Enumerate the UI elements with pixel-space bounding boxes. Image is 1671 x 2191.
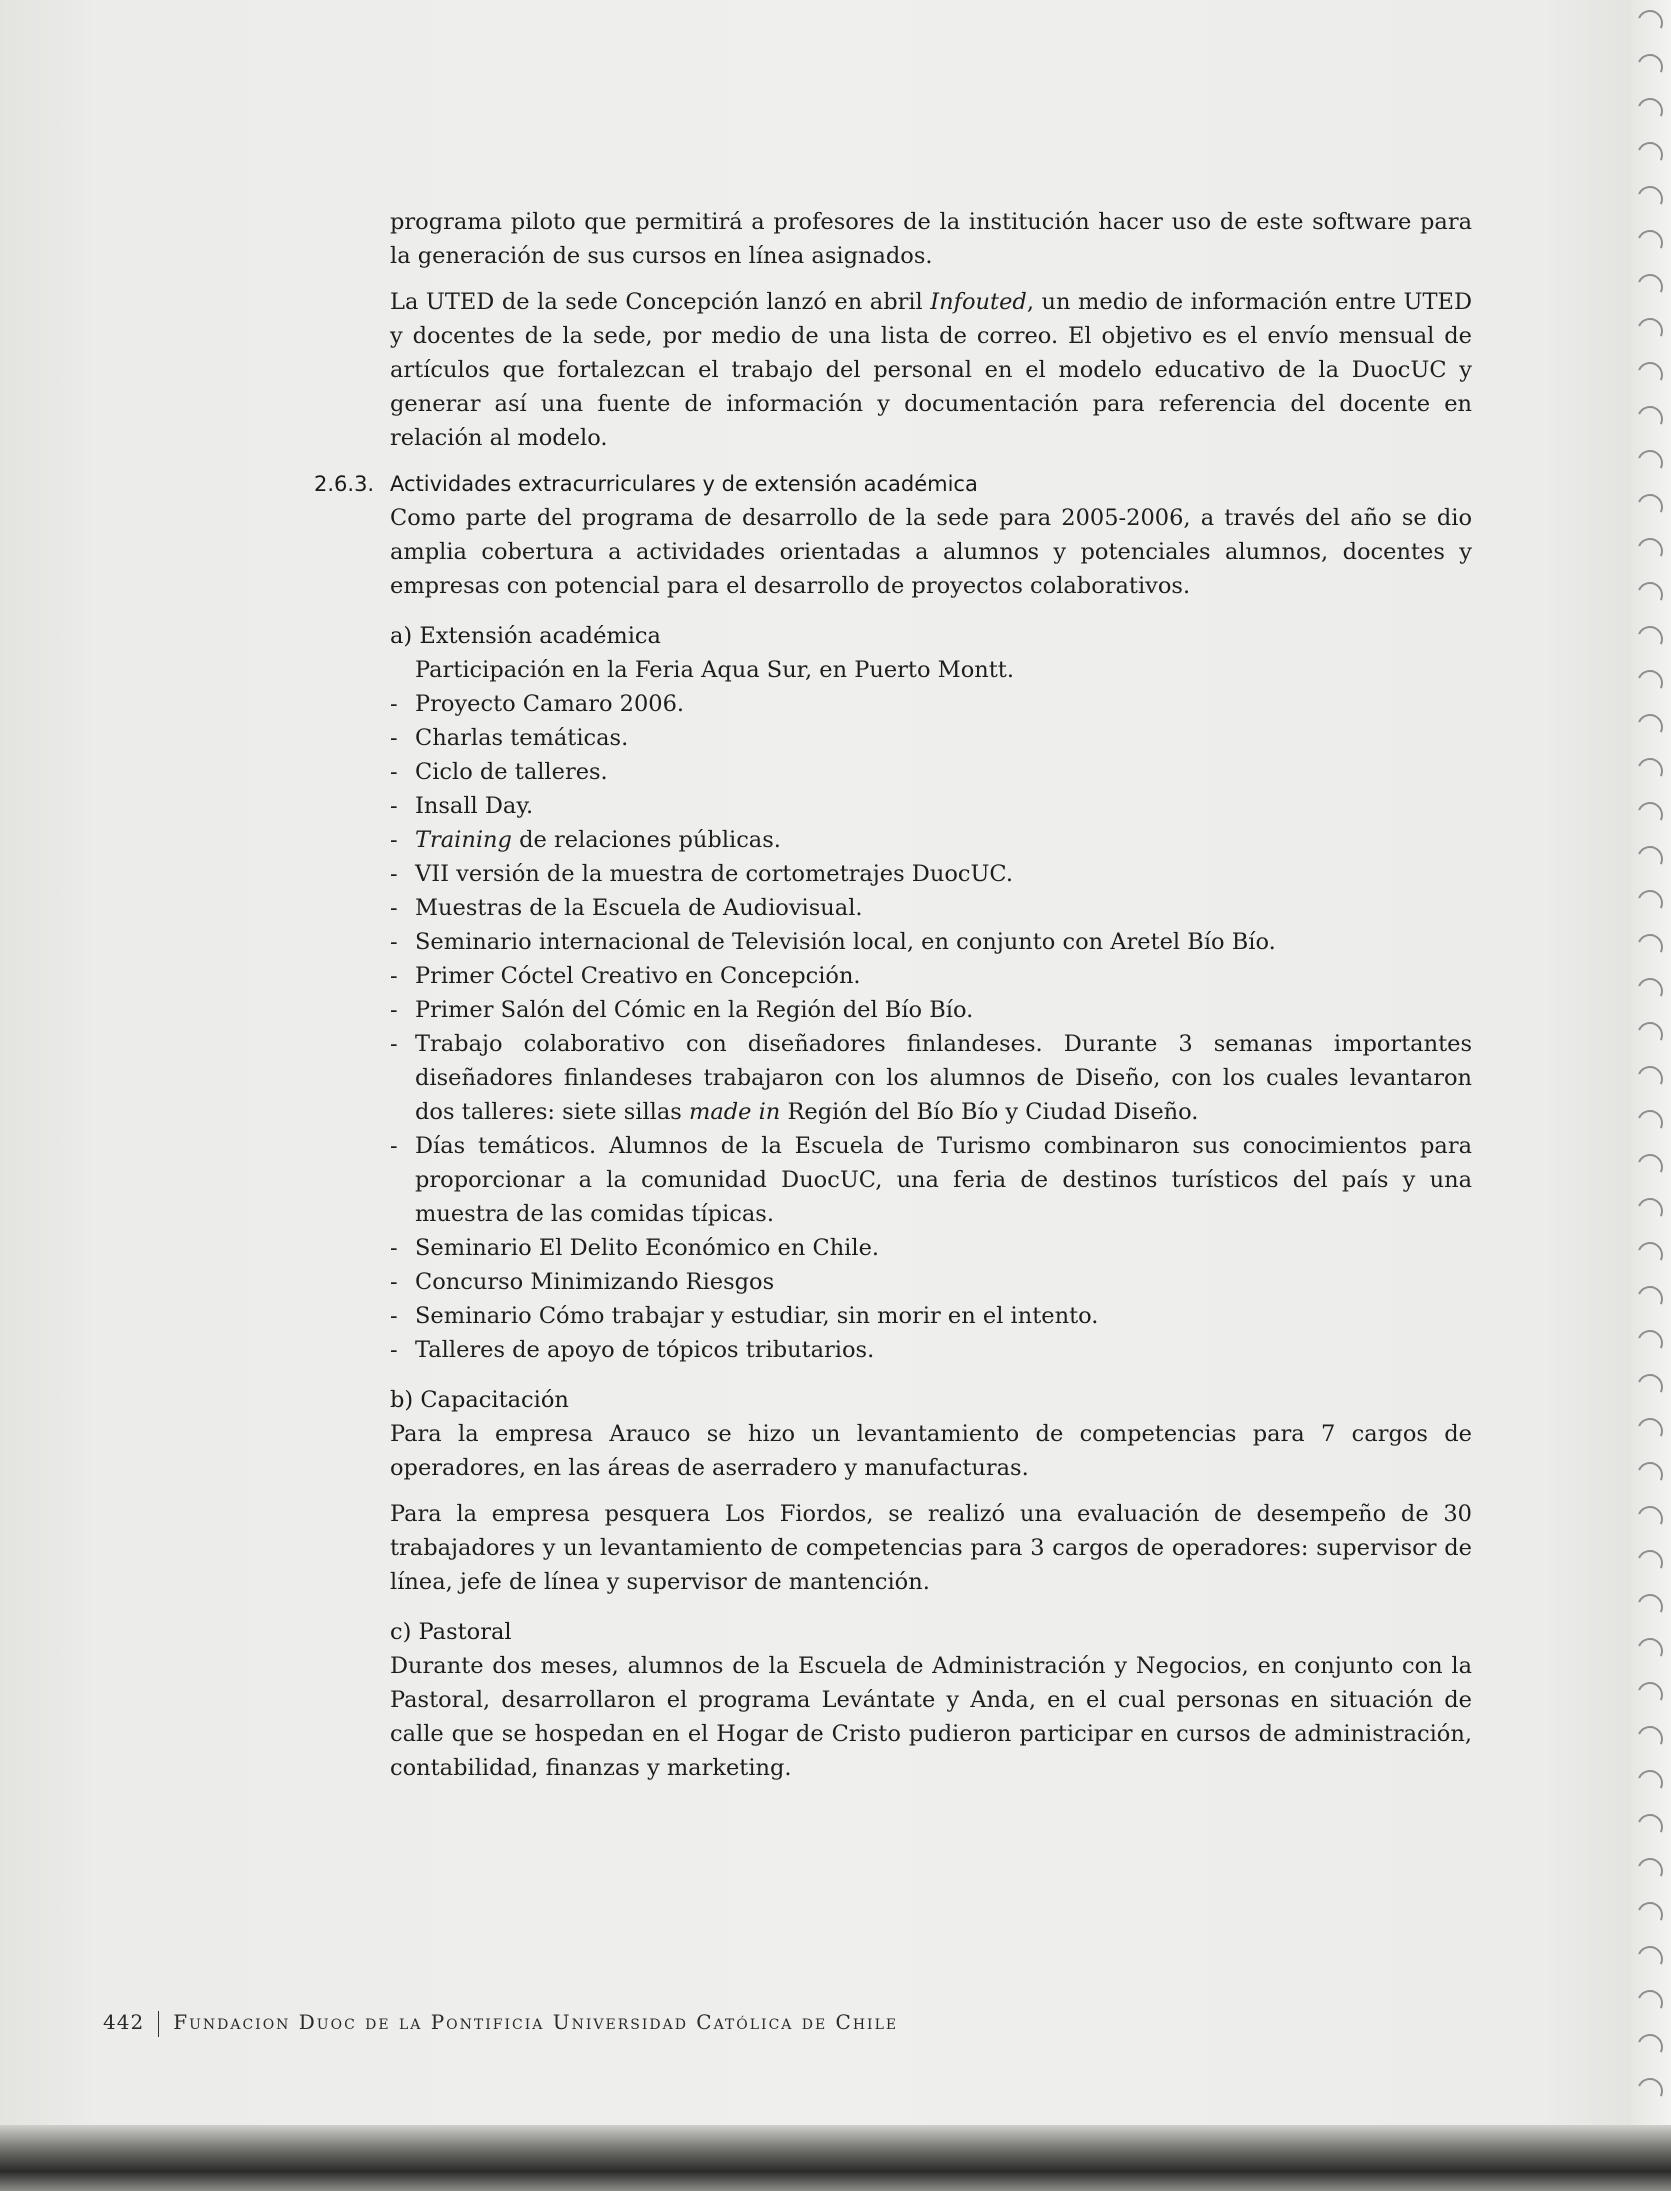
bullet-dash: - (390, 895, 398, 921)
list-item: - Charlas temáticas. (390, 721, 1472, 755)
binding-ring (1633, 754, 1666, 787)
binding-ring (1633, 1546, 1666, 1579)
bullet-dash: - (390, 725, 398, 751)
footer-divider (158, 2011, 159, 2037)
subheading-capacitacion: b) Capacitación (390, 1387, 569, 1413)
binding-ring (1633, 1414, 1666, 1447)
section-intro: Como parte del programa de desarrollo de la sede para 2005-2006, a través del año se dio amplia cobertura a actividades orientadas a alumnos y potenciales alumnos, docentes y empresas con potencial para el desarrollo de proyectos colaborativos. (390, 505, 1472, 599)
list-item: - Training de relaciones públicas. (390, 823, 1472, 857)
extension-list (390, 653, 1472, 1367)
list-item: - Seminario Cómo trabajar y estudiar, sin morir en el intento. (390, 1299, 1472, 1333)
list-item: Participación en la Feria Aqua Sur, en Puerto Montt. (415, 657, 1014, 683)
list-item: - Concurso Minimizando Riesgos (390, 1265, 1472, 1299)
list-item: - Primer Cóctel Creativo en Concepción. (390, 959, 1472, 993)
bullet-dash: - (390, 1269, 398, 1295)
bullet-dash: - (390, 929, 398, 955)
list-item: - Primer Salón del Cómic en la Región del Bío Bío. (390, 993, 1472, 1027)
spiral-binding (1631, 0, 1671, 2191)
bullet-dash: - (390, 861, 398, 887)
binding-ring (1633, 534, 1666, 567)
binding-ring (1633, 1678, 1666, 1711)
paragraph: La UTED de la sede Concepción lanzó en abril Infouted, un medio de información entre UTED y docentes de la sede, por medio de una lista de correo. El objetivo es el envío mensual de artículos que fortalezcan el trabajo del personal en el modelo educativo de la DuocUC y generar así una fuente de información y documentación para referencia del docente en relación al modelo. (390, 289, 1472, 451)
binding-ring (1633, 1458, 1666, 1491)
section-heading (314, 467, 1472, 501)
binding-ring (1633, 1502, 1666, 1535)
binding-ring (1633, 798, 1666, 831)
page-footer (103, 2010, 898, 2037)
binding-ring (1633, 1282, 1666, 1315)
list-item: - Ciclo de talleres. (390, 755, 1472, 789)
section-title: Actividades extracurriculares y de extensión académica (390, 472, 978, 496)
binding-ring (1633, 1854, 1666, 1887)
list-item: - Trabajo colaborativo con diseñadores finlandeses. Durante 3 semanas importantes diseñadores finlandeses trabajaron con los alumnos de Diseño, con los cuales levantaron dos talleres: siete sillas made in Región del Bío Bío y Ciudad Diseño. (390, 1027, 1472, 1129)
binding-ring (1633, 1766, 1666, 1799)
bullet-dash: - (390, 1303, 398, 1329)
bullet-dash: - (390, 759, 398, 785)
binding-ring (1633, 1150, 1666, 1183)
binding-ring (1633, 6, 1666, 39)
binding-ring (1633, 226, 1666, 259)
binding-ring (1633, 2030, 1666, 2063)
binding-ring (1633, 1634, 1666, 1667)
binding-ring (1633, 842, 1666, 875)
binding-ring (1633, 270, 1666, 303)
binding-ring (1633, 1370, 1666, 1403)
bullet-dash: - (390, 793, 398, 819)
bullet-dash: - (390, 1337, 398, 1363)
binding-ring (1633, 1238, 1666, 1271)
section-number: 2.6.3. (314, 472, 375, 496)
bullet-dash: - (390, 997, 398, 1023)
paragraph: Para la empresa pesquera Los Fiordos, se realizó una evaluación de desempeño de 30 trabajadores y un levantamiento de competencias para 3 cargos de operadores: supervisor de línea, jefe de línea y supervisor de mantención. (390, 1501, 1472, 1595)
list-item: - Talleres de apoyo de tópicos tributarios. (390, 1333, 1472, 1367)
binding-ring (1633, 622, 1666, 655)
page-content (314, 205, 1472, 1797)
list-item: - Seminario internacional de Televisión local, en conjunto con Aretel Bío Bío. (390, 925, 1472, 959)
binding-ring (1633, 578, 1666, 611)
paragraph: programa piloto que permitirá a profesores de la institución hacer uso de este software para la generación de sus cursos en línea asignados. (390, 209, 1472, 269)
page-number: 442 (103, 2010, 145, 2034)
binding-ring (1633, 182, 1666, 215)
binding-ring (1633, 974, 1666, 1007)
list-item: - Insall Day. (390, 789, 1472, 823)
binding-ring (1633, 94, 1666, 127)
binding-ring (1633, 710, 1666, 743)
subheading-extension: a) Extensión académica (390, 623, 661, 649)
bullet-dash: - (390, 1031, 398, 1057)
bullet-dash: - (390, 1133, 398, 1159)
list-item: - Días temáticos. Alumnos de la Escuela de Turismo combinaron sus conocimientos para proporcionar a la comunidad DuocUC, una feria de destinos turísticos del país y una muestra de las comidas típicas. (390, 1129, 1472, 1231)
bullet-dash: - (390, 1235, 398, 1261)
binding-ring (1633, 1590, 1666, 1623)
binding-ring (1633, 666, 1666, 699)
binding-ring (1633, 446, 1666, 479)
binding-ring (1633, 930, 1666, 963)
emphasis: Infouted (930, 289, 1027, 315)
paragraph: Para la empresa Arauco se hizo un levantamiento de competencias para 7 cargos de operadores, en las áreas de aserradero y manufacturas. (390, 1421, 1472, 1481)
list-item: - Proyecto Camaro 2006. (390, 687, 1472, 721)
scan-bottom-edge (0, 2125, 1671, 2191)
binding-ring (1633, 314, 1666, 347)
bullet-dash: - (390, 963, 398, 989)
binding-ring (1633, 138, 1666, 171)
binding-ring (1633, 402, 1666, 435)
binding-ring (1633, 1018, 1666, 1051)
binding-ring (1633, 886, 1666, 919)
binding-ring (1633, 1194, 1666, 1227)
binding-ring (1633, 1898, 1666, 1931)
binding-ring (1633, 1810, 1666, 1843)
binding-ring (1633, 2074, 1666, 2107)
binding-ring (1633, 358, 1666, 391)
footer-institution: Fundacion Duoc de la Pontificia Universidad Católica de Chile (173, 2010, 899, 2034)
list-item: - Muestras de la Escuela de Audiovisual. (390, 891, 1472, 925)
binding-ring (1633, 1942, 1666, 1975)
binding-ring (1633, 1986, 1666, 2019)
binding-ring (1633, 1062, 1666, 1095)
bullet-dash: - (390, 827, 398, 853)
paragraph: Durante dos meses, alumnos de la Escuela de Administración y Negocios, en conjunto con la Pastoral, desarrollaron el programa Levántate y Anda, en el cual personas en situación de calle que se hospedan en el Hogar de Cristo pudieron participar en cursos de administración, contabilidad, finanzas y marketing. (390, 1653, 1472, 1781)
binding-ring (1633, 50, 1666, 83)
list-item: - VII versión de la muestra de cortometrajes DuocUC. (390, 857, 1472, 891)
binding-ring (1633, 1106, 1666, 1139)
subheading-pastoral: c) Pastoral (390, 1619, 512, 1645)
list-item: - Seminario El Delito Económico en Chile. (390, 1231, 1472, 1265)
binding-ring (1633, 1722, 1666, 1755)
binding-ring (1633, 1326, 1666, 1359)
bullet-dash: - (390, 691, 398, 717)
binding-ring (1633, 490, 1666, 523)
